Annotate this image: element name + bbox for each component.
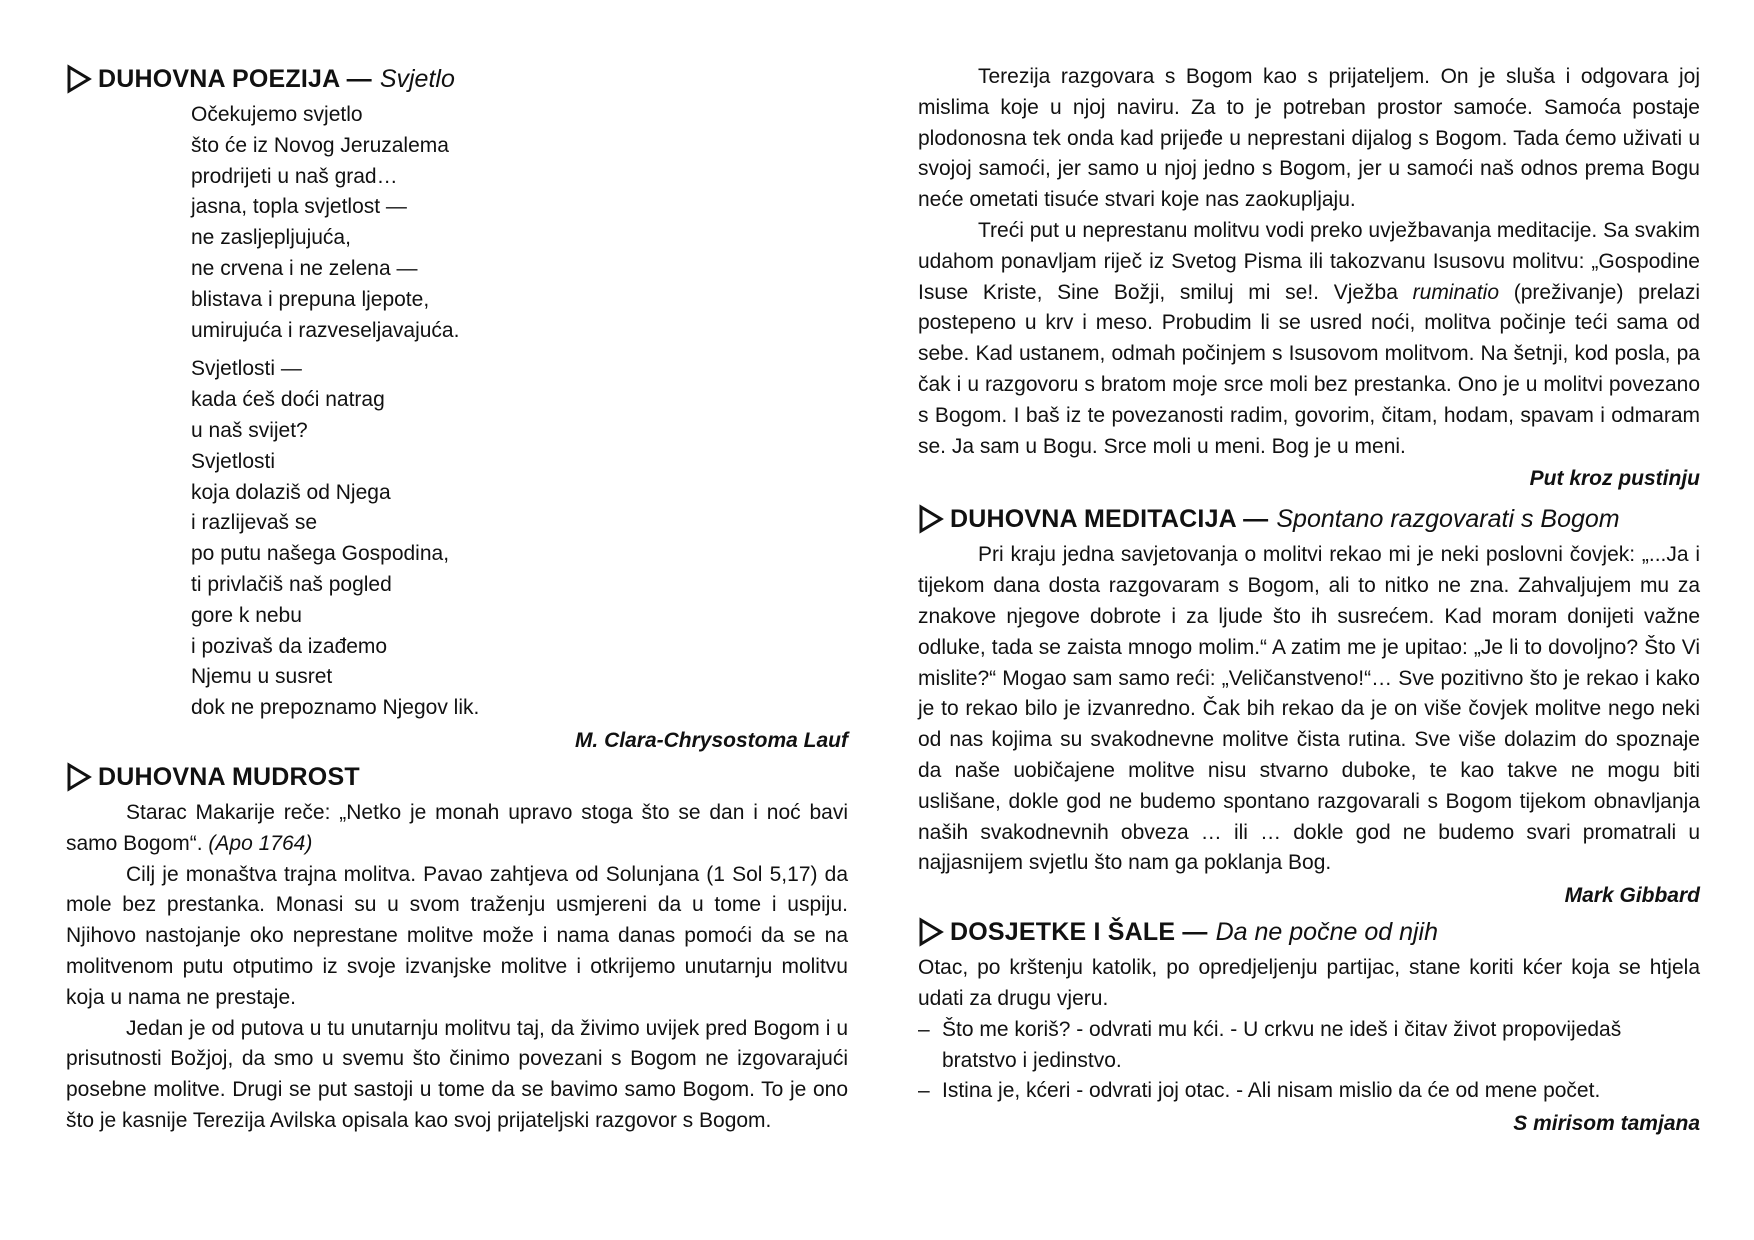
triangle-bullet-icon — [66, 64, 92, 94]
section-heading-poezija — [66, 62, 848, 96]
poem-line: jasna, topla svjetlost — — [191, 195, 407, 219]
right-column — [918, 62, 1700, 1143]
source-attribution: S mirisom tamjana — [1513, 1112, 1700, 1136]
poem-line: Svjetlosti — — [191, 357, 302, 381]
poem-stanza-1 — [191, 100, 848, 346]
paragraph — [918, 216, 1700, 462]
poem-line: ne crvena i ne zelena — — [191, 256, 418, 280]
poem-line: dok ne prepoznamo Njegov lik. — [191, 696, 480, 720]
dialogue-text: Što me koriš? - odvrati mu kći. - U crkvu ne ideš i čitav život propovijedaš bratstvo i jedinstvo. — [942, 1017, 1622, 1072]
paragraph: Terezija razgovara s Bogom kao s prijateljem. On je sluša i odgovara joj mislima koje u njoj naviru. Za to je potreban prostor samoće. Samoća postaje plodonosna tek onda kad prijeđe u neprestani dijalog s Bogom. Tada ćemo uživati u svojoj samoći, jer samo u njoj jedno s Bogom, jer u samoći naš odnos prema Bogu neće ometati tisuće stvari koje nas zaokupljaju. — [918, 65, 1700, 212]
section-subtitle: Spontano razgovarati s Bogom — [1276, 505, 1620, 534]
triangle-bullet-icon — [918, 917, 944, 947]
paragraph-text: Starac Makarije reče: „Netko je monah upravo stoga što se dan i noć bavi samo Bogom“. — [66, 800, 848, 855]
section-title: DOSJETKE I ŠALE — — [950, 918, 1208, 947]
poem-line: ne zasljepljujuća, — [191, 226, 351, 250]
poem — [191, 100, 848, 724]
section-title: DUHOVNA MUDROST — [98, 762, 360, 791]
poem-line: u naš svijet? — [191, 418, 308, 442]
section-subtitle: Da ne počne od njih — [1215, 918, 1439, 947]
reference: (Apo 1764) — [208, 831, 313, 855]
poem-line: prodrijeti u naš grad… — [191, 164, 398, 188]
poem-line: i pozivaš da izađemo — [191, 634, 388, 658]
paragraph: Otac, po krštenju katolik, po opredjeljenju partijac, stane koriti kćer koja se htjela udati za drugu vjeru. — [918, 956, 1700, 1010]
paragraph — [66, 798, 848, 860]
source-attribution: Put kroz pustinju — [1529, 467, 1700, 491]
poem-line: i razlijevaš se — [191, 511, 318, 535]
dialogue-line — [918, 1076, 1700, 1107]
triangle-bullet-icon — [66, 762, 92, 792]
poem-line: Njemu u susret — [191, 665, 333, 689]
poem-line: što će iz Novog Jeruzalema — [191, 133, 449, 157]
poem-line: blistava i prepuna ljepote, — [191, 287, 430, 311]
triangle-bullet-icon — [918, 504, 944, 534]
dialogue-line — [918, 1015, 1700, 1077]
poem-line: koja dolaziš od Njega — [191, 480, 391, 504]
poem-line: Svjetlosti — [191, 449, 276, 473]
poem-line: po putu našega Gospodina, — [191, 542, 450, 566]
source-attribution: Mark Gibbard — [1564, 884, 1700, 908]
paragraph: Jedan je od putova u tu unutarnju molitvu taj, da živimo uvijek pred Bogom i u prisutnosti Božjoj, da smo u svemu što činimo povezani s Bogom ne izgovarajući posebne molitve. Drugi se put sastoji u tome da se bavimo samo Bogom. To je ono što je kasnije Terezija Avilska opisala kao svoj prijateljski razgovor s Bogom. — [66, 1016, 848, 1132]
section-subtitle: Svjetlo — [379, 65, 455, 93]
left-column — [66, 62, 848, 1137]
poem-source: M. Clara-Chrysostoma Lauf — [574, 728, 848, 752]
poem-line: Očekujemo svjetlo — [191, 103, 363, 126]
paragraph: Cilj je monaštva trajna molitva. Pavao zahtjeva od Solunjana (1 Sol 5,17) da mole bez prestanka. Monasi su u svom traženju usmjereni da u tome i uspiju. Njihovo nastojanje oko neprestane molitve može i nama danas pomoći da se na molitvenom putu otputimo iz svoje izvanjske molitve i otkrijemo unutarnju molitvu koja u nama ne prestaje. — [66, 862, 848, 1009]
dash-bullet: – — [918, 1017, 930, 1041]
poem-stanza-2 — [191, 354, 848, 724]
dialogue-text: Istina je, kćeri - odvrati joj otac. - Ali nisam mislio da će od mene počet. — [942, 1079, 1601, 1103]
section-title: DUHOVNA POEZIJA — — [98, 65, 372, 93]
paragraph-text: (preživanje) prelazi postepeno u krv i meso. Probudim li se usred noći, molitva počinje teći sama od sebe. Kad ustanem, odmah počinjem s Isusovom molitvom. Na šetnji, kod posla, pa čak i u razgovoru s bratom moje srce moli bez prestanka. Ono je u molitvi povezano s Bogom. I baš iz te povezanosti radim, govorim, čitam, hodam, spavam i odmaram se. Ja sam u Bogu. Srce moli u meni. Bog je u meni. — [918, 280, 1701, 458]
paragraph-text: Treći put u neprestanu molitvu vodi preko uvježbavanja meditacije. Sa svakim udahom ponavljam riječ iz Svetog Pisma ili takozvanu Isusovu molitvu: „Gospodine Isuse Kriste, Sine Božji, smiluj mi se!. Vježba — [918, 218, 1700, 304]
section-heading-mudrost — [66, 760, 848, 794]
paragraph: Pri kraju jedna savjetovanja o molitvi rekao mi je neki poslovni čovjek: „...Ja i tijekom dana dosta razgovaram s Bogom, ali to nitko ne zna. Zahvaljujem mu za znakove njegove dobrote i za ljude što ih susrećem. Kad moram donijeti važne odluke, tada se zaista mnogo molim.“ A zatim me je upitao: „Je li to dovoljno? Što Vi mislite?“ Mogao sam samo reći: „Veličanstveno!“… Sve pozitivno što je rekao i kako je to rekao bilo je izvanredno. Čak bih rekao da je on više čovjek molitve nego neki od nas kojima su svakodnevne molitve čista rutina. Sve više dolazim do spoznaje da naše uobičajene molitve nisu stvarno duboke, te kao takve ne mogu biti uslišane, dokle god ne budemo spontano razgovarali s Bogom tijekom obnavljanja naših svakodnevnih obveza … ili … dokle god ne budemo svari promatrali u najjasnijem svjetlu što nam ga poklanja Bog. — [918, 543, 1700, 875]
section-heading-meditacija — [918, 502, 1700, 536]
dash-bullet: – — [918, 1079, 930, 1103]
section-title: DUHOVNA MEDITACIJA — — [950, 505, 1269, 534]
poem-line: kada ćeš doći natrag — [191, 388, 385, 412]
poem-line: ti privlačiš naš pogled — [191, 572, 392, 596]
italic-term: ruminatio — [1412, 280, 1500, 304]
poem-line: gore k nebu — [191, 603, 302, 627]
poem-line: umirujuća i razveseljavajuća. — [191, 318, 460, 342]
section-heading-dosjetke — [918, 915, 1700, 949]
